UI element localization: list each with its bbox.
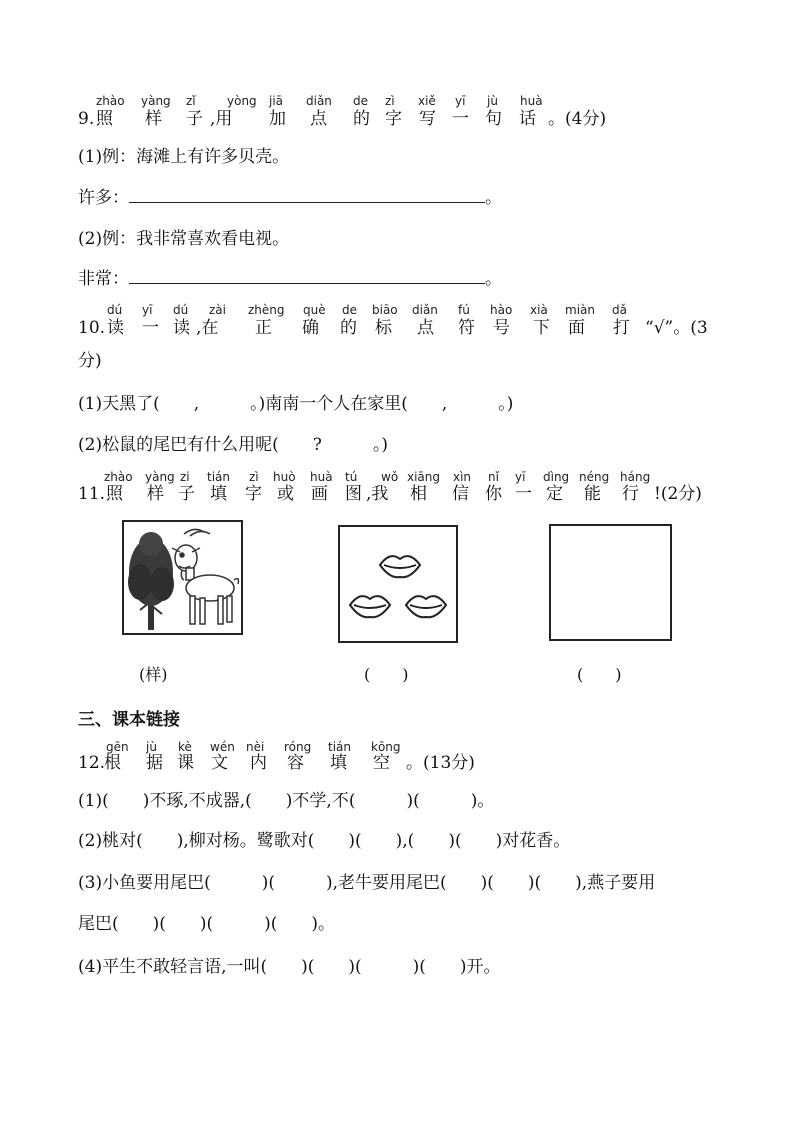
hanzi: 加 — [269, 109, 286, 129]
pinyin: zài — [209, 303, 226, 317]
question-item[interactable]: (2)松鼠的尾巴有什么用呢( ? 。) — [78, 435, 388, 455]
hanzi: 的 — [340, 318, 357, 338]
hanzi: 课 — [177, 753, 194, 773]
score: 。(4分) — [548, 109, 607, 129]
hanzi: 定 — [546, 484, 563, 504]
hanzi: 读 — [173, 318, 190, 338]
hanzi: 样 — [145, 109, 162, 129]
hanzi: 根 — [104, 753, 121, 773]
picture-caption[interactable]: ( ) — [364, 665, 409, 684]
hanzi: 样 — [147, 484, 164, 504]
pinyin: de — [342, 303, 357, 317]
pinyin: huò — [273, 470, 296, 484]
pinyin: dú — [173, 303, 189, 317]
pinyin: fú — [458, 303, 470, 317]
pinyin: yàng — [145, 470, 175, 484]
pinyin: kè — [178, 740, 192, 754]
hanzi: 一 — [142, 318, 159, 338]
lips-picture — [340, 527, 456, 641]
hanzi: 填 — [210, 484, 227, 504]
pinyin: zì — [249, 470, 259, 484]
hanzi: 能 — [584, 484, 601, 504]
hanzi: 一 — [515, 484, 532, 504]
hanzi: 点 — [417, 318, 434, 338]
question-number: 10. — [78, 318, 106, 338]
hanzi: 信 — [452, 484, 469, 504]
period: 。 — [485, 188, 502, 208]
pinyin: xià — [530, 303, 548, 317]
tree-icon — [128, 532, 174, 630]
answer-blank[interactable] — [129, 269, 485, 284]
hanzi: ,在 — [196, 318, 219, 338]
score: 。(13分) — [406, 753, 475, 773]
question-number: 11. — [78, 484, 106, 504]
question-item[interactable]: (3)小鱼要用尾巴( )( ),老牛要用尾巴( )( )( ),燕子要用 — [78, 873, 656, 893]
hanzi: 号 — [493, 318, 510, 338]
pinyin: zi — [180, 470, 190, 484]
pinyin: yī — [515, 470, 526, 484]
pinyin: miàn — [565, 303, 595, 317]
answer-label: 非常： — [78, 269, 129, 289]
hanzi: 确 — [302, 318, 319, 338]
answer-line — [78, 187, 502, 209]
hanzi: 点 — [310, 109, 327, 129]
pinyin: zì — [385, 94, 395, 108]
pinyin: de — [353, 94, 368, 108]
hanzi: 字 — [245, 484, 262, 504]
hanzi: 或 — [277, 484, 294, 504]
pinyin: diǎn — [306, 94, 332, 108]
hanzi: 内 — [250, 753, 267, 773]
hanzi: 行 — [622, 484, 639, 504]
hanzi: ,我 — [366, 484, 389, 504]
pinyin: huà — [520, 94, 543, 108]
pinyin: zǐ — [186, 94, 196, 108]
hanzi: 标 — [375, 318, 392, 338]
pinyin: xìn — [453, 470, 472, 484]
lips-icon — [406, 596, 446, 617]
hanzi: 子 — [186, 109, 203, 129]
pinyin: dú — [107, 303, 123, 317]
hanzi: 的 — [353, 109, 370, 129]
pinyin: jù — [487, 94, 498, 108]
hanzi: 照 — [106, 484, 123, 504]
hanzi: 图 — [345, 484, 362, 504]
lips-icon — [350, 596, 390, 617]
hanzi: 画 — [311, 484, 328, 504]
hanzi: 打 — [613, 318, 630, 338]
score: !(2分) — [654, 484, 702, 504]
hanzi: 正 — [255, 318, 272, 338]
pinyin: biāo — [372, 303, 398, 317]
goat-icon — [172, 529, 239, 624]
answer-line — [78, 268, 502, 290]
question-item[interactable]: (2)桃对( ),柳对杨。鹭歌对( )( ),( )( )对花香。 — [78, 831, 571, 851]
pinyin: jù — [146, 740, 157, 754]
pinyin: dǎ — [612, 303, 627, 317]
lips-icon — [380, 556, 420, 577]
section-heading: 三、课本链接 — [78, 710, 180, 730]
example-sentence: (2)例：我非常喜欢看电视。 — [78, 229, 290, 249]
hanzi: 句 — [485, 109, 502, 129]
hanzi: 下 — [533, 318, 550, 338]
question-number: 12. — [78, 753, 106, 773]
hanzi: 照 — [96, 109, 113, 129]
hanzi: 容 — [287, 753, 304, 773]
question-item-continued[interactable]: 尾巴( )( )( )( )。 — [78, 914, 336, 934]
hanzi: 相 — [410, 484, 427, 504]
pinyin: háng — [620, 470, 651, 484]
answer-blank[interactable] — [129, 188, 485, 203]
hanzi: 空 — [373, 753, 390, 773]
hanzi: 据 — [146, 753, 163, 773]
pinyin: xiāng — [407, 470, 441, 484]
question-item[interactable]: (1)天黑了( , 。)南南一个人在家里( , 。) — [78, 394, 514, 414]
pinyin: yòng — [227, 94, 257, 108]
pinyin: xiě — [418, 94, 436, 108]
empty-drawing-box[interactable] — [549, 524, 672, 641]
hanzi: 读 — [107, 318, 124, 338]
period: 。 — [485, 269, 502, 289]
hanzi: 子 — [178, 484, 195, 504]
tree-and-goat-picture — [124, 522, 241, 633]
pinyin: yàng — [141, 94, 171, 108]
example-sentence: (1)例：海滩上有许多贝壳。 — [78, 147, 290, 167]
pinyin: yī — [142, 303, 153, 317]
question-number: 9. — [78, 109, 95, 129]
pinyin: wén — [210, 740, 235, 754]
pinyin: wǒ — [381, 470, 399, 484]
pinyin: róng — [284, 740, 312, 754]
pinyin: tián — [328, 740, 351, 754]
pinyin: yī — [455, 94, 466, 108]
pinyin: gēn — [106, 740, 129, 754]
score: “√”。(3 — [645, 318, 708, 338]
pinyin: huà — [310, 470, 333, 484]
hanzi: 文 — [211, 753, 228, 773]
pinyin: néng — [579, 470, 610, 484]
pinyin: hào — [490, 303, 513, 317]
pinyin: tián — [207, 470, 230, 484]
pinyin: dìng — [543, 470, 570, 484]
pinyin: diǎn — [412, 303, 438, 317]
question-item[interactable]: (4)平生不敢轻言语,一叫( )( )( )( )开。 — [78, 957, 501, 977]
hanzi: 你 — [485, 484, 502, 504]
hanzi: 符 — [458, 318, 475, 338]
lips-picture-box — [338, 525, 458, 643]
answer-label: 许多： — [78, 188, 129, 208]
hanzi: 面 — [568, 318, 585, 338]
picture-caption[interactable]: ( ) — [577, 665, 622, 684]
pinyin: nèi — [246, 740, 265, 754]
hanzi: 话 — [519, 109, 536, 129]
hanzi: ,用 — [210, 109, 233, 129]
picture-caption: (样) — [139, 665, 168, 684]
hanzi: 写 — [419, 109, 436, 129]
pinyin: zhào — [96, 94, 125, 108]
hanzi: 一 — [452, 109, 469, 129]
pinyin: tú — [345, 470, 358, 484]
pinyin: què — [303, 303, 326, 317]
pinyin: zhèng — [248, 303, 285, 317]
hanzi: 填 — [330, 753, 347, 773]
pinyin: zhào — [104, 470, 133, 484]
hanzi: 字 — [385, 109, 402, 129]
question-item[interactable]: (1)( )不琢,不成器,( )不学,不( )( )。 — [78, 791, 495, 811]
pinyin: nǐ — [488, 470, 499, 484]
score-continued: 分) — [78, 351, 102, 371]
pinyin: kōng — [371, 740, 401, 754]
pinyin: jiā — [269, 94, 284, 108]
example-picture-box — [122, 520, 243, 635]
